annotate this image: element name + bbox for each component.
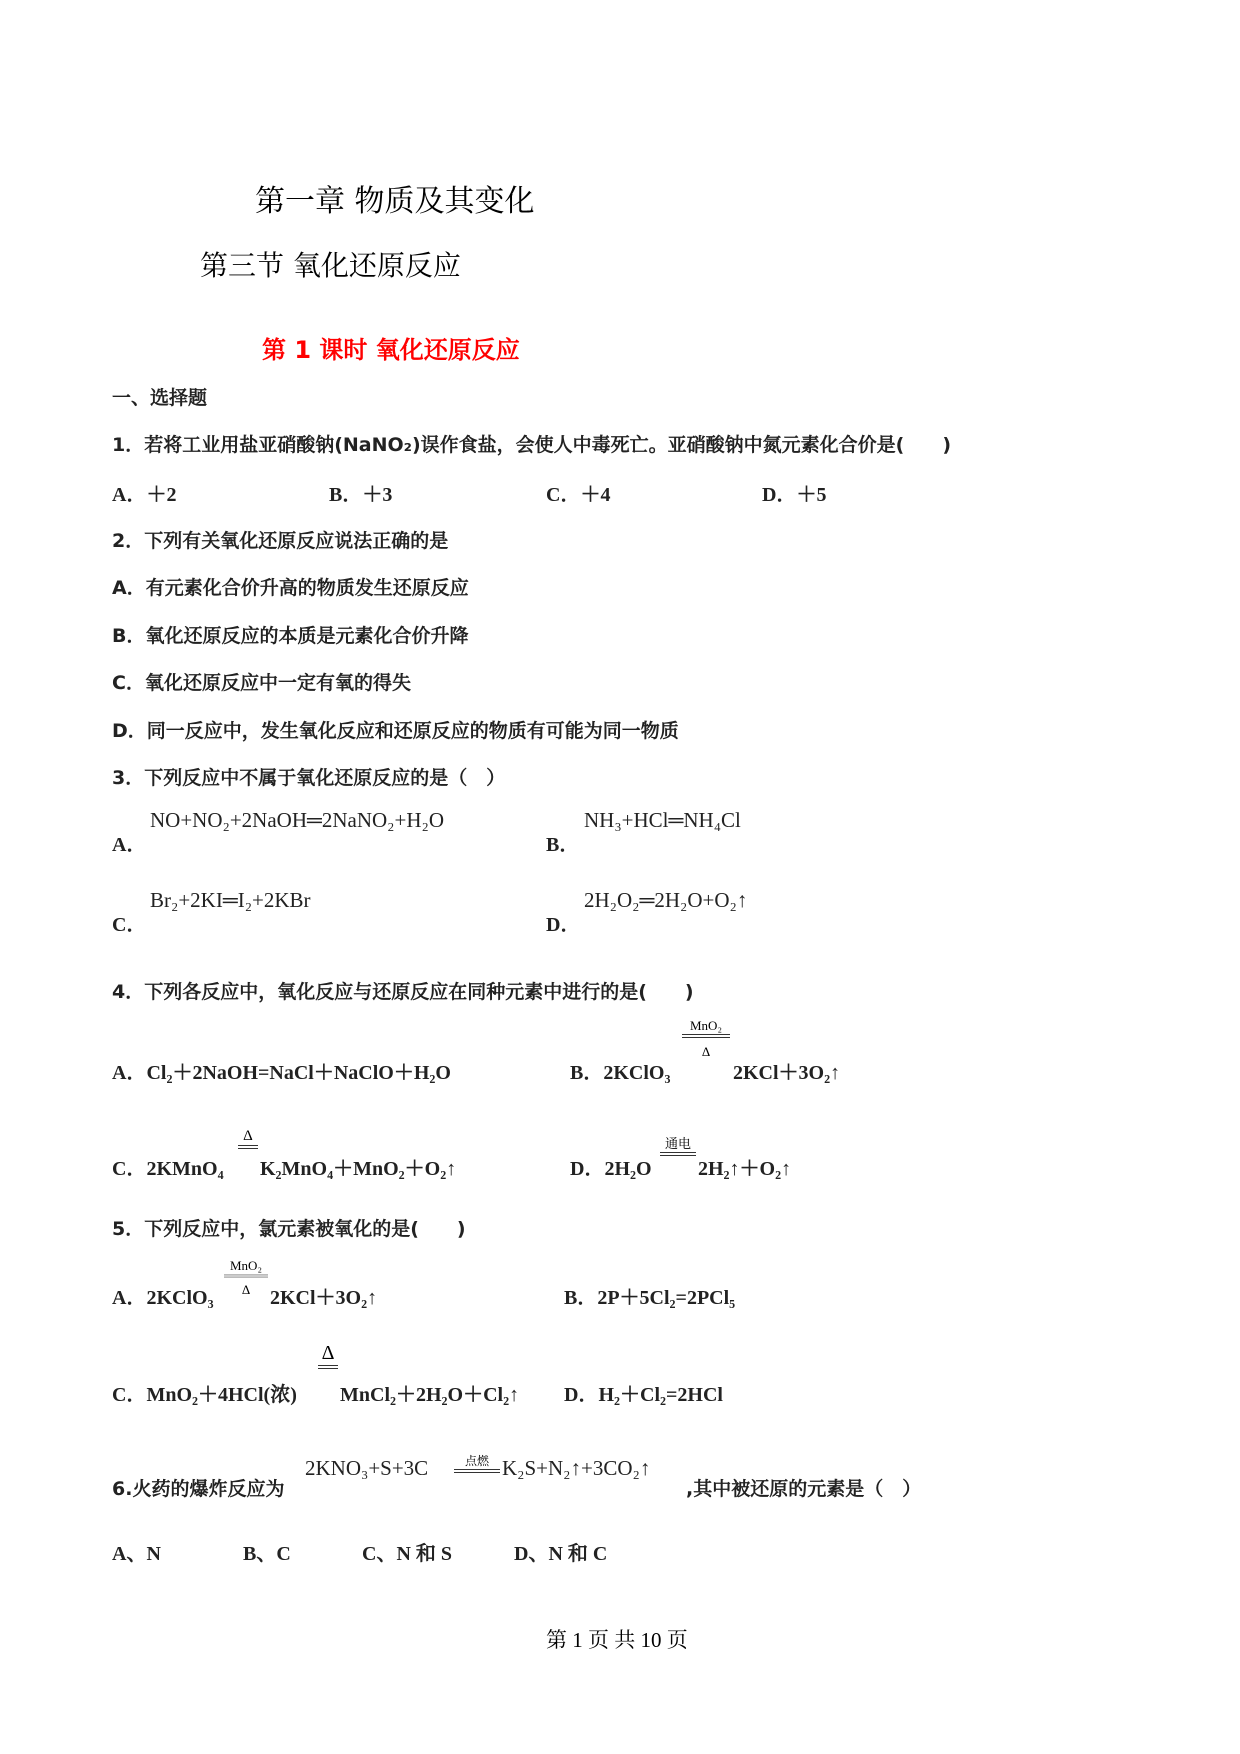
q6-option-a: A、N [112, 1543, 161, 1565]
question-5-stem: 5．下列反应中，氯元素被氧化的是( ) [112, 1218, 466, 1240]
q5-option-d: D．H₂＋Cl₂=2HCl [564, 1384, 723, 1406]
question-1-stem: 1．若将工业用盐亚硝酸钠(NaNO₂)误作食盐，会使人中毒死亡。亚硝酸钠中氮元素化合价是( ) [112, 434, 952, 456]
part-heading: 一、选择题 [112, 387, 208, 409]
q6-products: K₂S+N₂↑+3CO₂↑ [502, 1456, 651, 1480]
question-3-stem: 3．下列反应中不属于氧化还原反应的是（ ） [112, 767, 506, 789]
q3-option-d-label: D． [546, 914, 581, 936]
q5-option-a: A．2KClO₃ [112, 1287, 214, 1309]
q1-option-d: D．＋5 [762, 484, 827, 506]
q5-option-c-products: MnCl₂＋2H₂O＋Cl₂↑ [340, 1384, 520, 1406]
q2-option-a: A．有元素化合价升高的物质发生还原反应 [112, 577, 469, 599]
q3-option-a-label: A． [112, 834, 147, 856]
question-2-stem: 2．下列有关氧化还原反应说法正确的是 [112, 530, 449, 552]
q6-option-d: D、N 和 C [514, 1543, 608, 1565]
q6-condition: 点燃 [454, 1452, 500, 1473]
q1-option-b: B．＋3 [329, 484, 393, 506]
q2-option-c: C．氧化还原反应中一定有氧的得失 [112, 672, 411, 694]
q3-option-c-label: C． [112, 914, 147, 936]
q4-option-c-products: K₂MnO₄＋MnO₂＋O₂↑ [260, 1158, 457, 1180]
lesson-title: 第 1 课时 氧化还原反应 [262, 336, 520, 364]
q4-c-condition: Δ [238, 1128, 258, 1149]
q5-option-b: B．2P＋5Cl₂=2PCl₅ [564, 1287, 736, 1309]
q4-b-condition: MnO₂ Δ [682, 1018, 730, 1060]
q3-option-a-equation: NO+NO₂+2NaOH═2NaNO₂+H₂O [150, 808, 444, 832]
q5-option-a-products: 2KCl＋3O₂↑ [270, 1287, 378, 1309]
chapter-title: 第一章 物质及其变化 [255, 184, 535, 219]
q3-option-c-equation: Br₂+2KI═I₂+2KBr [150, 888, 311, 912]
question-6-stem-suffix: ,其中被还原的元素是（ ） [686, 1478, 922, 1500]
section-title: 第三节 氧化还原反应 [200, 249, 461, 282]
q4-d-condition: 通电 [660, 1133, 696, 1156]
page-footer: 第 1 页 共 10 页 [546, 1628, 688, 1652]
q1-option-a: A．＋2 [112, 484, 177, 506]
q3-option-b-equation: NH₃+HCl═NH₄Cl [584, 808, 741, 832]
q6-reactants: 2KNO₃+S+3C [305, 1456, 429, 1480]
question-4-stem: 4．下列各反应中，氧化反应与还原反应在同种元素中进行的是( ) [112, 981, 694, 1003]
q6-option-c: C、N 和 S [362, 1543, 453, 1565]
q1-option-c: C．＋4 [546, 484, 611, 506]
q5-option-c: C．MnO₂＋4HCl(浓) [112, 1384, 297, 1406]
q4-option-c: C．2KMnO₄ [112, 1158, 224, 1180]
q4-option-a: A．Cl₂＋2NaOH=NaCl＋NaClO＋H₂O [112, 1062, 451, 1084]
q5-a-condition: MnO₂ Δ [224, 1258, 268, 1298]
q4-option-b: B．2KClO₃ [570, 1062, 671, 1084]
q4-option-d: D．2H₂O [570, 1158, 652, 1180]
q2-option-b: B．氧化还原反应的本质是元素化合价升降 [112, 625, 469, 647]
q3-option-d-equation: 2H₂O₂═2H₂O+O₂↑ [584, 888, 748, 912]
q5-c-condition: Δ [318, 1342, 338, 1369]
question-6-stem-prefix: 6.火药的爆炸反应为 [112, 1478, 285, 1500]
q4-option-d-products: 2H₂↑＋O₂↑ [698, 1158, 792, 1180]
q3-option-b-label: B． [546, 834, 580, 856]
q6-option-b: B、C [243, 1543, 291, 1565]
q4-option-b-products: 2KCl＋3O₂↑ [733, 1062, 841, 1084]
q2-option-d: D．同一反应中，发生氧化反应和还原反应的物质有可能为同一物质 [112, 720, 679, 742]
